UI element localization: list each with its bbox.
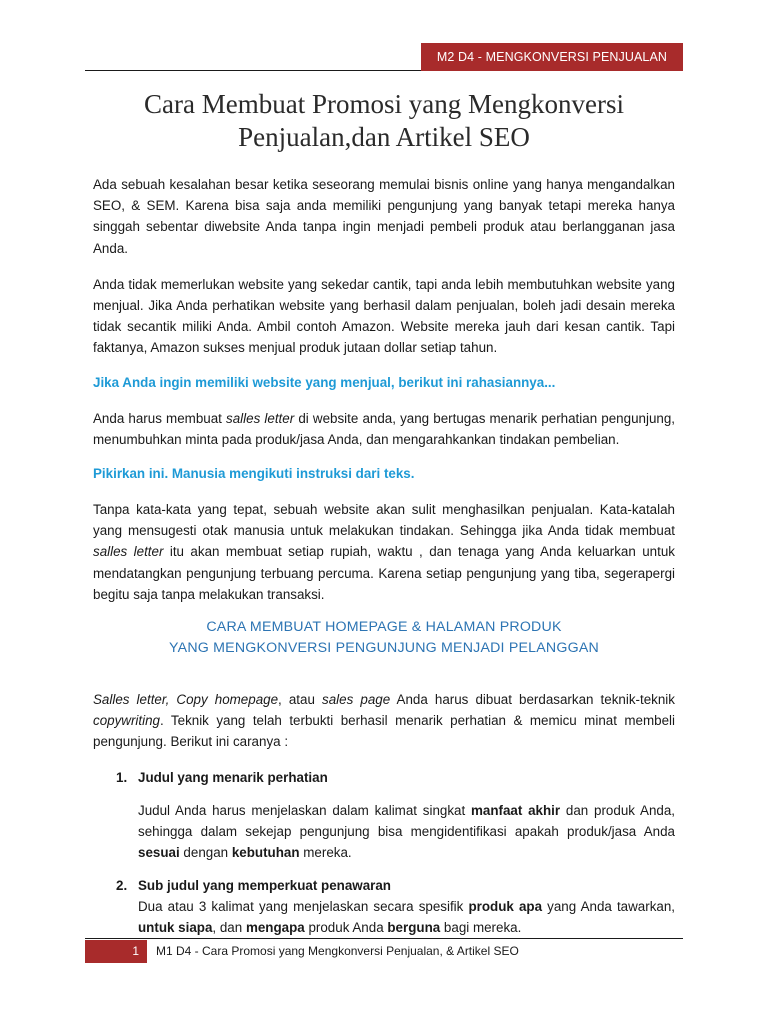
paragraph-5: Salles letter, Copy homepage, atau sales page Anda harus dibuat berdasarkan teknik-teknik copywriting. Teknik yang telah terbukti berhasil menarik perhatian & memicu minat membeli pengunjung. Berikut ini caranya : xyxy=(93,692,675,750)
footer-text: M1 D4 - Cara Promosi yang Mengkonversi Penjualan, & Artikel SEO xyxy=(156,944,519,958)
list-item xyxy=(93,875,675,938)
list-item-title: Judul yang menarik perhatian xyxy=(138,769,328,785)
highlight-2: Pikirkan ini. Manusia mengikuti instruksi dari teks. xyxy=(93,466,415,482)
section-heading-line-2: YANG MENGKONVERSI PENGUNJUNG MENJADI PELANGGAN xyxy=(169,640,599,657)
footer-rule xyxy=(85,938,683,939)
header-badge: M2 D4 - MENGKONVERSI PENJUALAN xyxy=(421,43,683,71)
paragraph-3: Anda harus membuat salles letter di website anda, yang bertugas menarik perhatian pengunjung, menumbuhkan minta pada produk/jasa Anda, dan mengarahkankan tindakan pembelian. xyxy=(93,410,676,447)
page-title xyxy=(85,88,683,154)
section-heading xyxy=(93,617,675,659)
document-body xyxy=(93,174,675,939)
highlight-1: Jika Anda ingin memiliki website yang menjual, berikut ini rahasiannya... xyxy=(93,374,556,390)
list-item-body: Dua atau 3 kalimat yang menjelaskan secara spesifik produk apa yang Anda tawarkan, untuk siapa, dan mengapa produk Anda berguna bagi mereka. xyxy=(138,899,676,936)
title-line-1: Cara Membuat Promosi yang Mengkonversi xyxy=(144,89,624,119)
list-item-body: Judul Anda harus menjelaskan dalam kalimat singkat manfaat akhir dan produk Anda, sehingga dalam sekejap pengunjung bisa mengidentifikasi apakah produk/jasa Anda sesuai dengan kebutuhan mereka. xyxy=(138,802,676,861)
paragraph-2: Anda tidak memerlukan website yang sekedar cantik, tapi anda lebih membutuhkan website yang menjual. Jika Anda perhatikan website yang berhasil dalam penjualan, boleh jadi desain mereka tidak secantik miliki Anda. Ambil contoh Amazon. Website mereka jauh dari kesan cantik. Tapi faktanya, Amazon sukses menjual produk jutaan dollar setiap tahun. xyxy=(93,276,675,356)
list-item xyxy=(93,767,675,864)
numbered-list xyxy=(93,767,675,939)
paragraph-4: Tanpa kata-kata yang tepat, sebuah website akan sulit menghasilkan penjualan. Kata-katalah yang mensugesti otak manusia untuk melakukan tindakan. Sehingga jika Anda tidak membuat salles letter itu akan membuat setiap rupiah, waktu , dan tenaga yang Anda keluarkan untuk mendatangkan pengunjung terbuang percuma. Karena setiap pengunjung yang tiba, segerapergi begitu saja tanpa melakukan transaksi. xyxy=(93,502,675,602)
paragraph-1: Ada sebuah kesalahan besar ketika seseorang memulai bisnis online yang hanya mengandalkan SEO, & SEM. Karena bisa saja anda memiliki pengunjung yang banyak tetapi mereka hanya singgah sebentar diwebsite Anda tanpa ingin menjadi pembeli produk atau berlangganan jasa Anda. xyxy=(93,177,675,256)
list-item-number: 1. xyxy=(116,769,128,785)
section-heading-line-1: CARA MEMBUAT HOMEPAGE & HALAMAN PRODUK xyxy=(206,619,562,636)
list-item-title: Sub judul yang memperkuat penawaran xyxy=(138,878,391,894)
page-number-badge: 1 xyxy=(85,940,147,963)
title-line-2: Penjualan,dan Artikel SEO xyxy=(238,122,530,152)
list-item-number: 2. xyxy=(116,878,128,894)
